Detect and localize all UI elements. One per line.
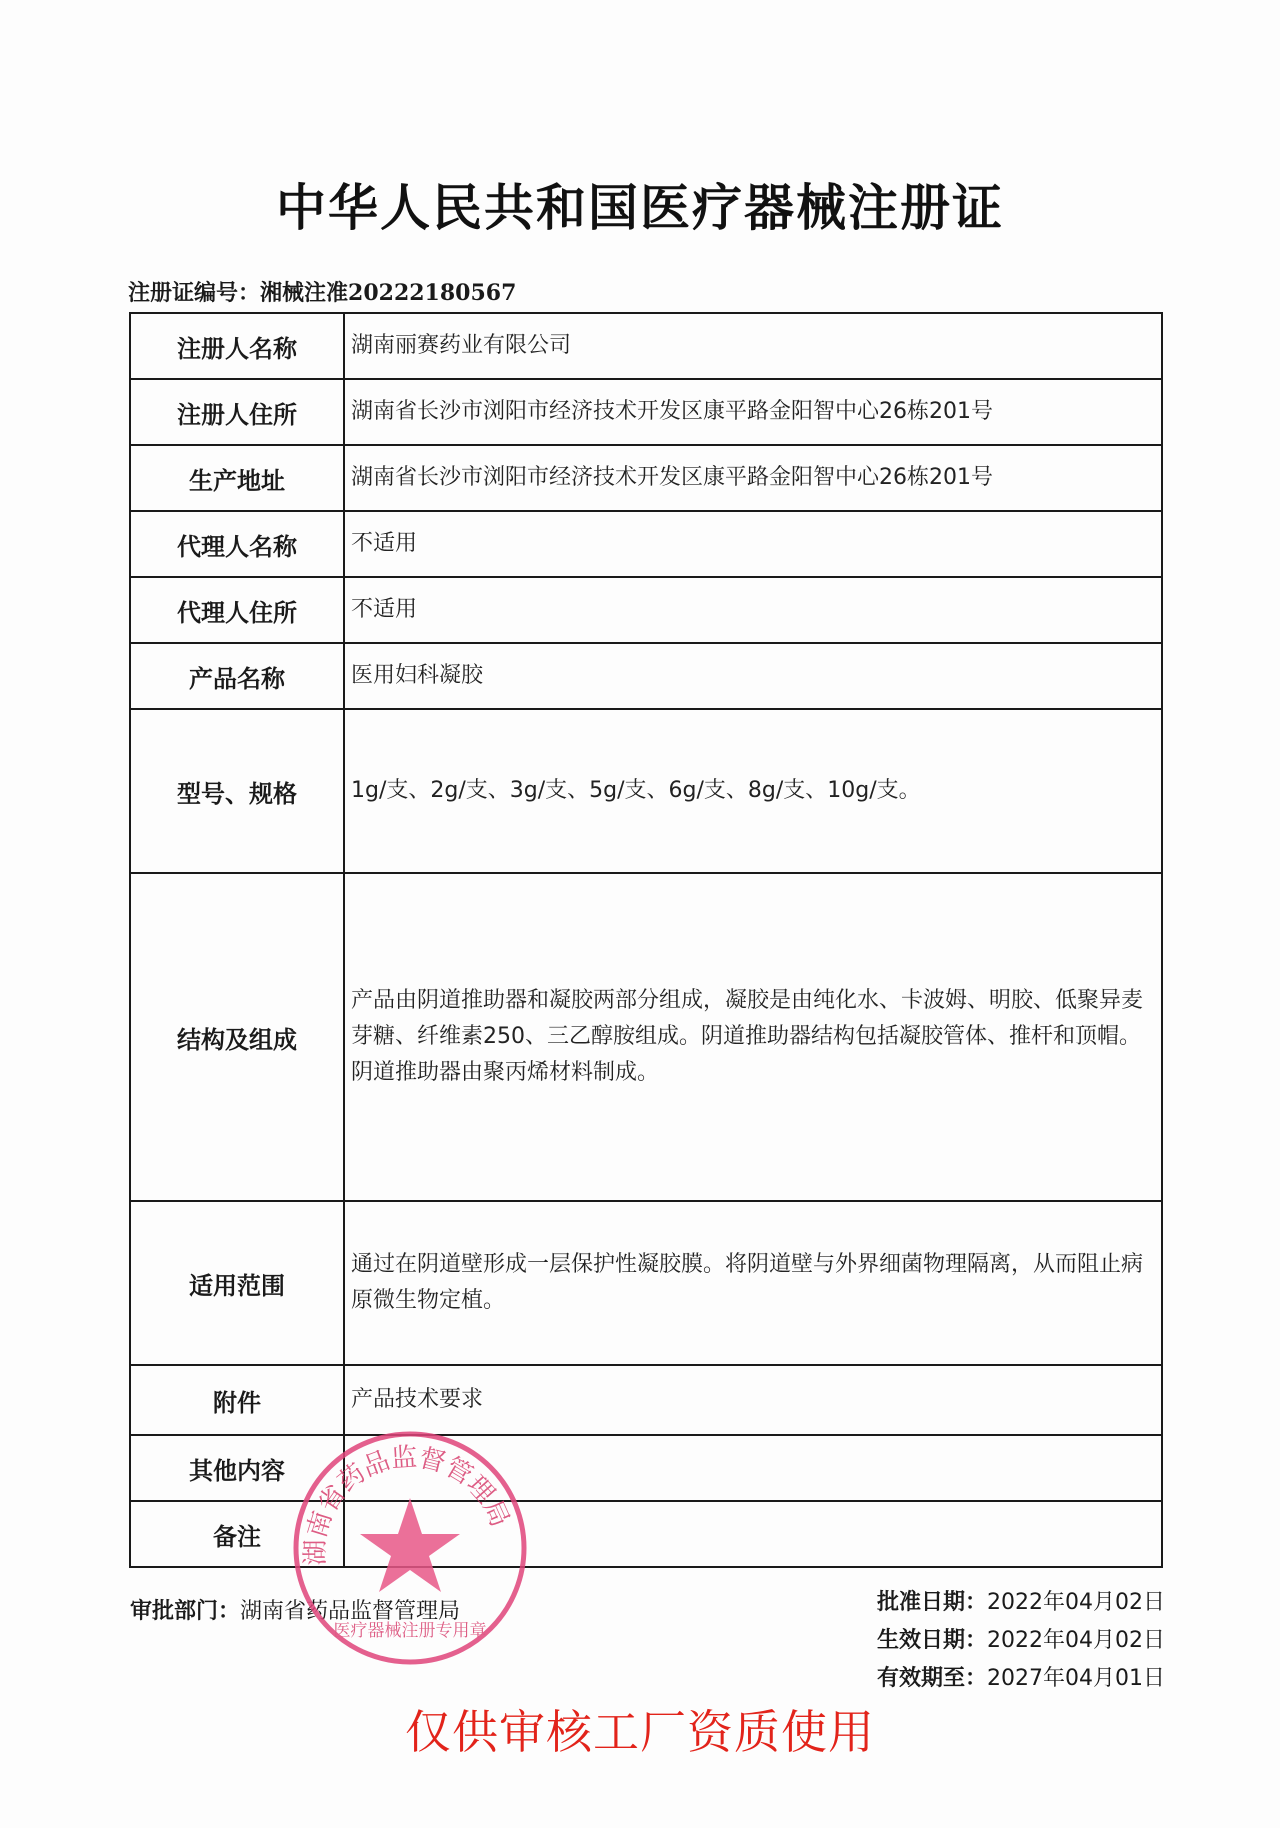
expiry-date: 2027年04月01日 xyxy=(987,1666,1165,1691)
field-label: 代理人名称 xyxy=(130,511,344,577)
table-row xyxy=(130,1501,1162,1567)
table-row xyxy=(130,1201,1162,1365)
effective-date: 2022年04月02日 xyxy=(987,1628,1165,1653)
field-value-other xyxy=(344,1435,1162,1501)
approval-date-line xyxy=(877,1584,1165,1622)
table-row xyxy=(130,709,1162,873)
field-label: 型号、规格 xyxy=(130,709,344,873)
field-value-product-name: 医用妇科凝胶 xyxy=(344,643,1162,709)
seal-inner-text: 医疗器械注册专用章 xyxy=(333,1621,487,1641)
field-label: 代理人住所 xyxy=(130,577,344,643)
table-row xyxy=(130,511,1162,577)
field-value-production-address: 湖南省长沙市浏阳市经济技术开发区康平路金阳智中心26栋201号 xyxy=(344,445,1162,511)
field-label: 生产地址 xyxy=(130,445,344,511)
watermark-text: 仅供审核工厂资质使用 xyxy=(405,1705,875,1759)
registration-number-line xyxy=(128,276,516,307)
table-row xyxy=(130,445,1162,511)
effective-date-line xyxy=(877,1622,1165,1660)
field-label: 附件 xyxy=(130,1365,344,1435)
field-label: 备注 xyxy=(130,1501,344,1567)
approval-date: 2022年04月02日 xyxy=(987,1590,1165,1615)
table-row xyxy=(130,1365,1162,1435)
approval-department-label: 审批部门： xyxy=(130,1599,241,1624)
field-value-registrant-address: 湖南省长沙市浏阳市经济技术开发区康平路金阳智中心26栋201号 xyxy=(344,379,1162,445)
effective-date-label: 生效日期： xyxy=(877,1628,988,1653)
field-label: 结构及组成 xyxy=(130,873,344,1201)
field-label: 适用范围 xyxy=(130,1201,344,1365)
certificate-title: 中华人民共和国医疗器械注册证 xyxy=(276,178,1004,237)
field-value-remarks xyxy=(344,1501,1162,1567)
table-row xyxy=(130,643,1162,709)
expiry-date-line xyxy=(877,1660,1165,1698)
field-label: 产品名称 xyxy=(130,643,344,709)
registration-number: 湘械注准20222180567 xyxy=(260,280,517,306)
table-row xyxy=(130,1435,1162,1501)
approval-department-name: 湖南省药品监督管理局 xyxy=(240,1599,461,1624)
field-value-scope: 通过在阴道壁形成一层保护性凝胶膜。将阴道壁与外界细菌物理隔离，从而阻止病原微生物定植。 xyxy=(344,1201,1162,1365)
field-label: 其他内容 xyxy=(130,1435,344,1501)
approval-date-label: 批准日期： xyxy=(877,1590,988,1615)
seal-outer-text: 湖南省药品监督管理局 xyxy=(300,1442,515,1566)
field-value-attachment: 产品技术要求 xyxy=(344,1365,1162,1435)
field-value-registrant-name: 湖南丽赛药业有限公司 xyxy=(344,313,1162,379)
approval-department xyxy=(130,1594,460,1625)
field-label: 注册人名称 xyxy=(130,313,344,379)
field-value-agent-address: 不适用 xyxy=(344,577,1162,643)
field-value-agent-name: 不适用 xyxy=(344,511,1162,577)
field-value-models-specs: 1g/支、2g/支、3g/支、5g/支、6g/支、8g/支、10g/支。 xyxy=(344,709,1162,873)
field-value-structure: 产品由阴道推助器和凝胶两部分组成，凝胶是由纯化水、卡波姆、明胶、低聚异麦芽糖、纤维素250、三乙醇胺组成。阴道推助器结构包括凝胶管体、推杆和顶帽。阴道推助器由聚丙烯材料制成。 xyxy=(344,873,1162,1201)
date-block xyxy=(877,1584,1165,1698)
table-row xyxy=(130,379,1162,445)
table-row xyxy=(130,873,1162,1201)
certificate-table xyxy=(129,312,1163,1568)
table-row xyxy=(130,313,1162,379)
field-label: 注册人住所 xyxy=(130,379,344,445)
table-row xyxy=(130,577,1162,643)
registration-number-label: 注册证编号： xyxy=(128,280,261,306)
expiry-date-label: 有效期至： xyxy=(877,1666,988,1691)
